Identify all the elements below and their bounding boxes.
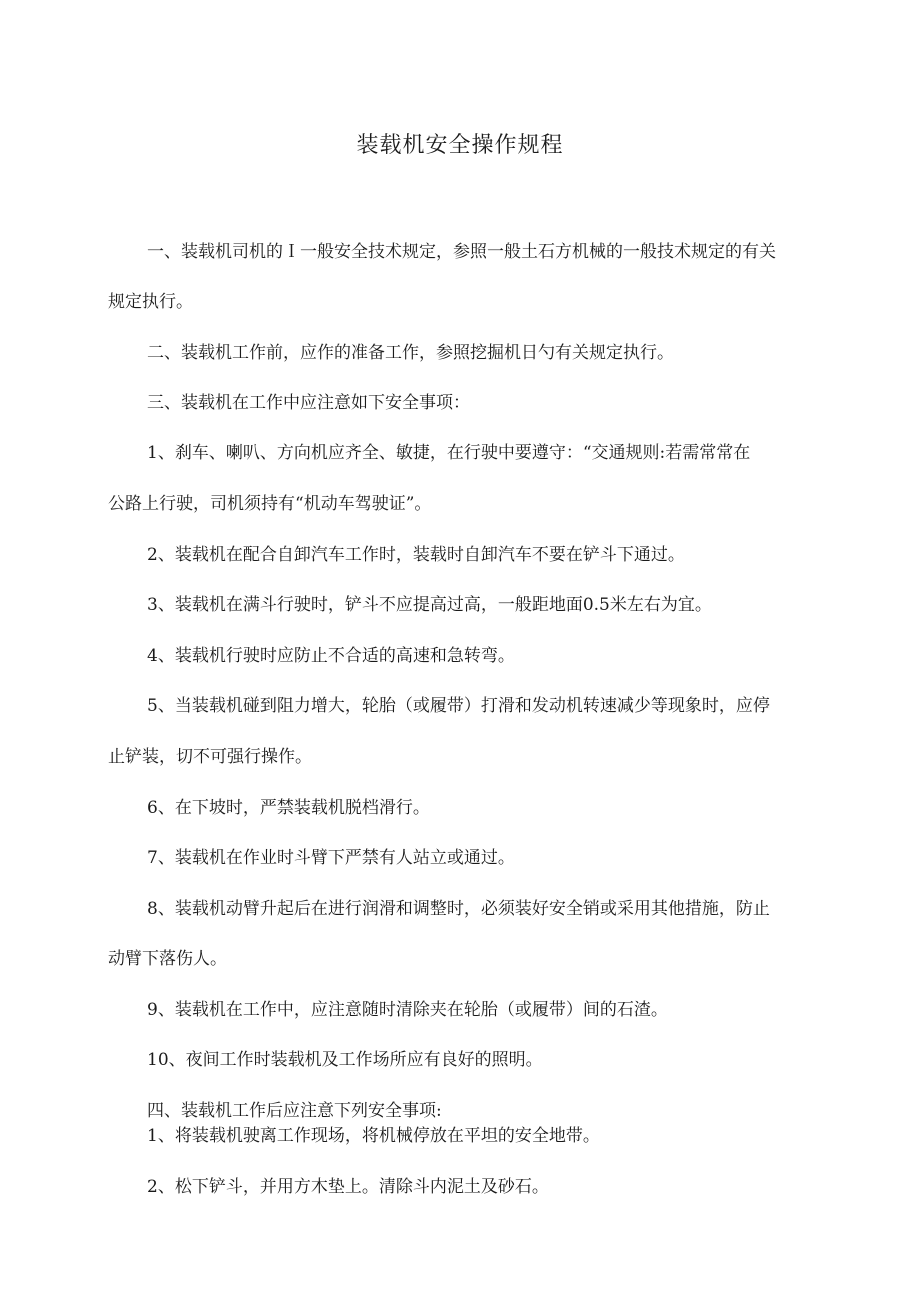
paragraph-line: 止铲装，切不可强行操作。 — [108, 747, 312, 767]
paragraph-line: 一、装载机司机的Ｉ一般安全技术规定，参照一般土石方机械的一般技术规定的有关 — [147, 242, 776, 262]
paragraph-line: 6、在下坡时，严禁装载机脱档滑行。 — [147, 798, 430, 818]
paragraph-line: 5、当装载机碰到阻力增大，轮胎（或履带）打滑和发动机转速减少等现象时，应停 — [147, 696, 770, 716]
paragraph-line: 8、装载机动臂升起后在进行润滑和调整时，必须装好安全销或采用其他措施，防止 — [147, 899, 770, 919]
paragraph-line: 4、装载机行驶时应防止不合适的高速和急转弯。 — [147, 646, 515, 666]
paragraph-line: 三、装载机在工作中应注意如下安全事项： — [147, 393, 470, 413]
paragraph-line: 10、夜间工作时装载机及工作场所应有良好的照明。 — [147, 1050, 543, 1070]
paragraph-line: 7、装载机在作业时斗臂下严禁有人站立或通过。 — [147, 848, 515, 868]
paragraph-line: 二、装载机工作前，应作的准备工作，参照挖掘机日勺有关规定执行。 — [147, 343, 674, 363]
paragraph-line: 公路上行驶，司机须持有“机动车驾驶证”。 — [108, 494, 432, 514]
paragraph-line: 1、将装载机驶离工作现场，将机械停放在平坦的安全地带。 — [147, 1126, 600, 1146]
paragraph-line: 3、装载机在满斗行驶时，铲斗不应提高过高，一般距地面0.5米左右为宜。 — [147, 595, 712, 615]
document-title: 装载机安全操作规程 — [356, 133, 564, 158]
paragraph-line: 2、松下铲斗，并用方木垫上。清除斗内泥土及砂石。 — [147, 1177, 549, 1197]
paragraph-line: 四、装载机工作后应注意下列安全事项: — [147, 1101, 442, 1121]
paragraph-line: 2、装载机在配合自卸汽车工作时，装载时自卸汽车不要在铲斗下通过。 — [147, 545, 685, 565]
paragraph-line: 规定执行。 — [108, 292, 193, 312]
paragraph-line: 动臂下落伤人。 — [108, 949, 227, 969]
paragraph-line: 9、装载机在工作中，应注意随时清除夹在轮胎（或履带）间的石渣。 — [147, 1000, 668, 1020]
paragraph-line: 1、刹车、喇叭、方向机应齐全、敏捷，在行驶中要遵守：“交通规则:若需常常在 — [147, 443, 751, 463]
